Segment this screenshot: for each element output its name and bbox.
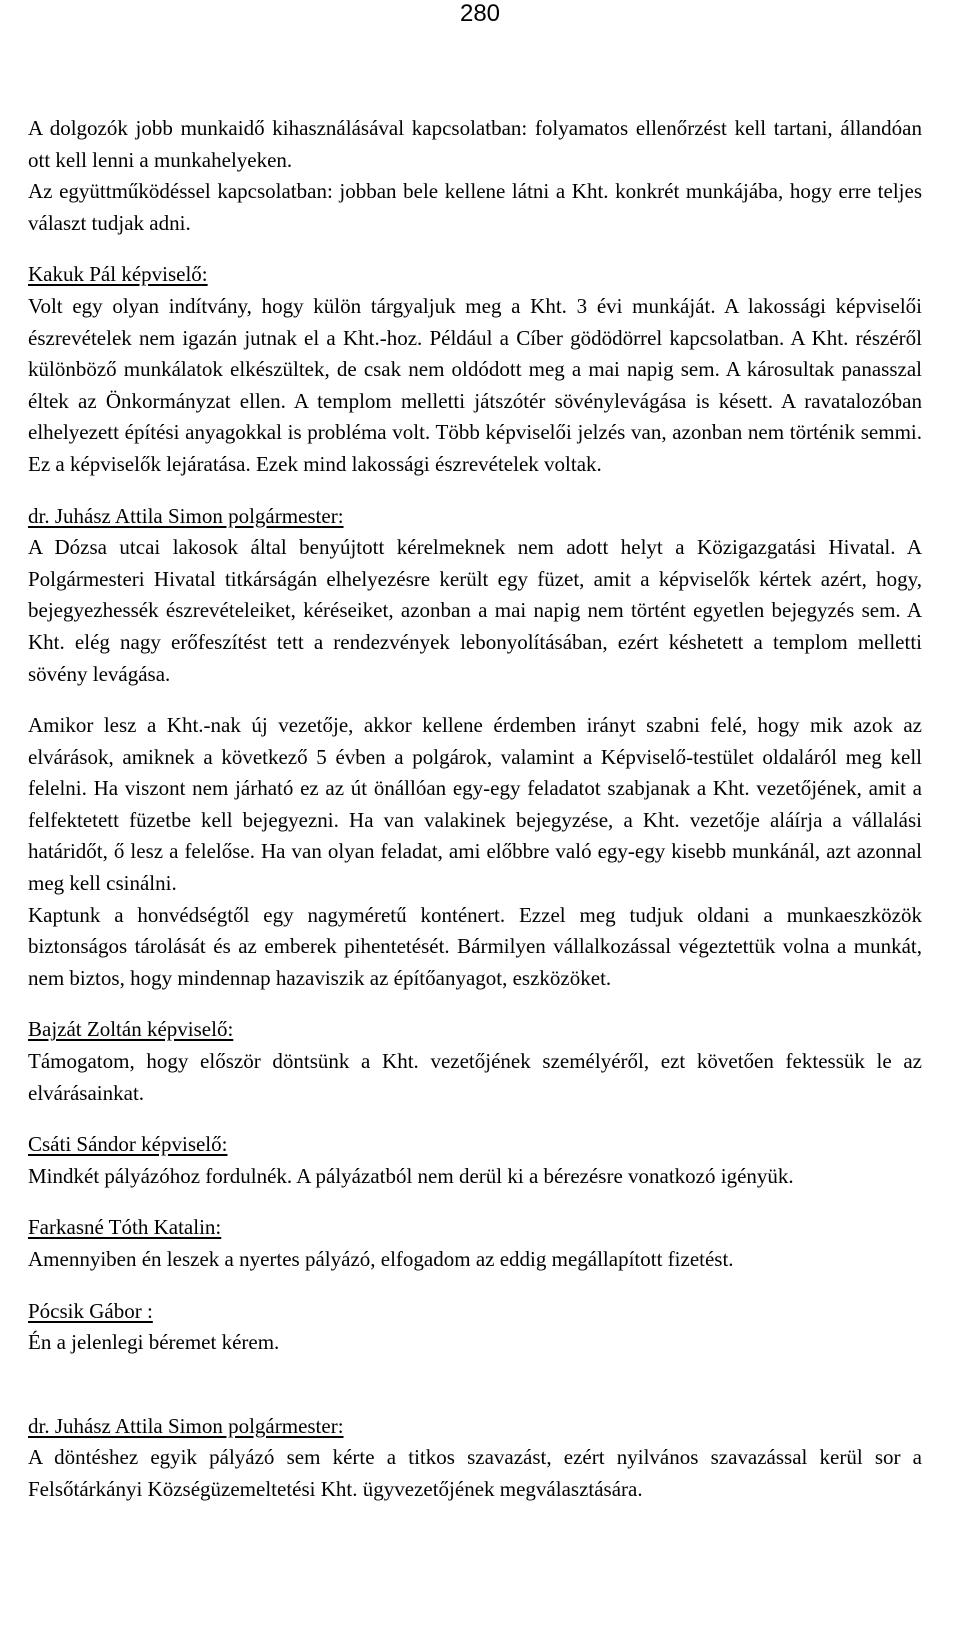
paragraph: Volt egy olyan indítvány, hogy külön tárgyaljuk meg a Kht. 3 évi munkáját. A lakossági képviselői észrevételek nem igazán jutnak el a Kht.-hoz. Például a Cíber gödödörrel kapcsolatban. A Kht. részéről különböző munkálatok elkészültek, de csak nem oldódott meg a mai napig sem. A károsultak panasszal éltek az Önkormányzat ellen. A templom melletti játszótér sövénylevágása is késett. A ravatalozóban elhelyezett építési anyagokkal is probléma volt. Több képviselői jelzés van, azonban nem történik semmi. Ez a képviselők lejáratása. Ezek mind lakossági észrevételek voltak.: [28, 293, 922, 476]
paragraph: Az együttműködéssel kapcsolatban: jobban bele kellene látni a Kht. konkrét munkájába, hogy erre teljes választ tudjak adni.: [28, 179, 922, 235]
speech-block-bajzat: [28, 1014, 922, 1109]
paragraph: A döntéshez egyik pályázó sem kérte a titkos szavazást, ezért nyilvános szavazással kerül sor a Felsőtárkányi Községüzemeltetési Kht. ügyvezetőjének megválasztására.: [28, 1445, 922, 1501]
paragraph: Kaptunk a honvédségtől egy nagyméretű konténert. Ezzel meg tudjuk oldani a munkaeszközök biztonságos tárolását és az emberek pihentetését. Bármilyen vállalkozással végeztettük volna a munkát, nem biztos, hogy mindennap hazaviszik az építőanyagot, eszközöket.: [28, 902, 922, 990]
speaker-label: Farkasné Tóth Katalin:: [28, 1215, 222, 1240]
page-number: 280: [459, 0, 501, 27]
speaker-label: Pócsik Gábor :: [28, 1298, 153, 1323]
paragraph: Amennyiben én leszek a nyertes pályázó, elfogadom az eddig megállapított fizetést.: [28, 1247, 734, 1271]
speech-block-mayor-1: [28, 501, 922, 691]
speech-block-kakuk: [28, 259, 922, 480]
speaker-label: Csáti Sándor képviselő:: [28, 1132, 228, 1157]
speaker-label: Kakuk Pál képviselő:: [28, 262, 208, 287]
document-body: [28, 113, 922, 1526]
text-block-mayor-continued: [28, 710, 922, 994]
speech-block-farkasne: [28, 1212, 922, 1275]
text-block-intro: [28, 113, 922, 239]
speaker-label: dr. Juhász Attila Simon polgármester:: [28, 1413, 344, 1438]
speech-block-pocsik: [28, 1296, 922, 1359]
paragraph: Amikor lesz a Kht.-nak új vezetője, akkor kellene érdemben irányt szabni felé, hogy mik azok az elvárások, amiknek a következő 5 évben a polgárok, valamint a Képviselő-testület oldaláról meg kell felelni. Ha viszont nem járható ez az út önállóan egy-egy feladatot szabjanak a Kht. vezetőjének, amit a felfektetett füzetbe kell bejegyezni. Ha van valakinek bejegyzése, a Kht. vezetője aláírja a vállalási határidőt, ő lesz a felelőse. Ha van olyan feladat, ami előbbre való egy-egy kisebb munkánál, azt azonnal meg kell csinálni.: [28, 713, 922, 896]
paragraph: A Dózsa utcai lakosok által benyújtott kérelmeknek nem adott helyt a Közigazgatási Hivatal. A Polgármesteri Hivatal titkárságán elhelyezésre került egy füzet, amit a képviselők kértek azért, hogy, bejegyezhessék észrevételeiket, kéréseiket, azonban a mai napig nem történt egyetlen bejegyzés sem. A Kht. elég nagy erőfeszítést tett a rendezvények lebonyolításában, ezért késhetett a templom melletti sövény levágása.: [28, 535, 922, 686]
speaker-label: dr. Juhász Attila Simon polgármester:: [28, 503, 344, 528]
paragraph: Támogatom, hogy először döntsünk a Kht. vezetőjének személyéről, ezt követően fektessük le az elvárásainkat.: [28, 1049, 922, 1105]
speech-block-csati: [28, 1129, 922, 1192]
speaker-label: Bajzát Zoltán képviselő:: [28, 1017, 234, 1042]
speech-block-mayor-2: [28, 1411, 922, 1506]
paragraph: Mindkét pályázóhoz fordulnék. A pályázatból nem derül ki a bérezésre vonatkozó igényük.: [28, 1163, 794, 1188]
paragraph: Én a jelenlegi béremet kérem.: [28, 1330, 280, 1355]
paragraph: A dolgozók jobb munkaidő kihasználásával kapcsolatban: folyamatos ellenőrzést kell tartani, állandóan ott kell lenni a munkahelyeken.: [28, 116, 922, 172]
